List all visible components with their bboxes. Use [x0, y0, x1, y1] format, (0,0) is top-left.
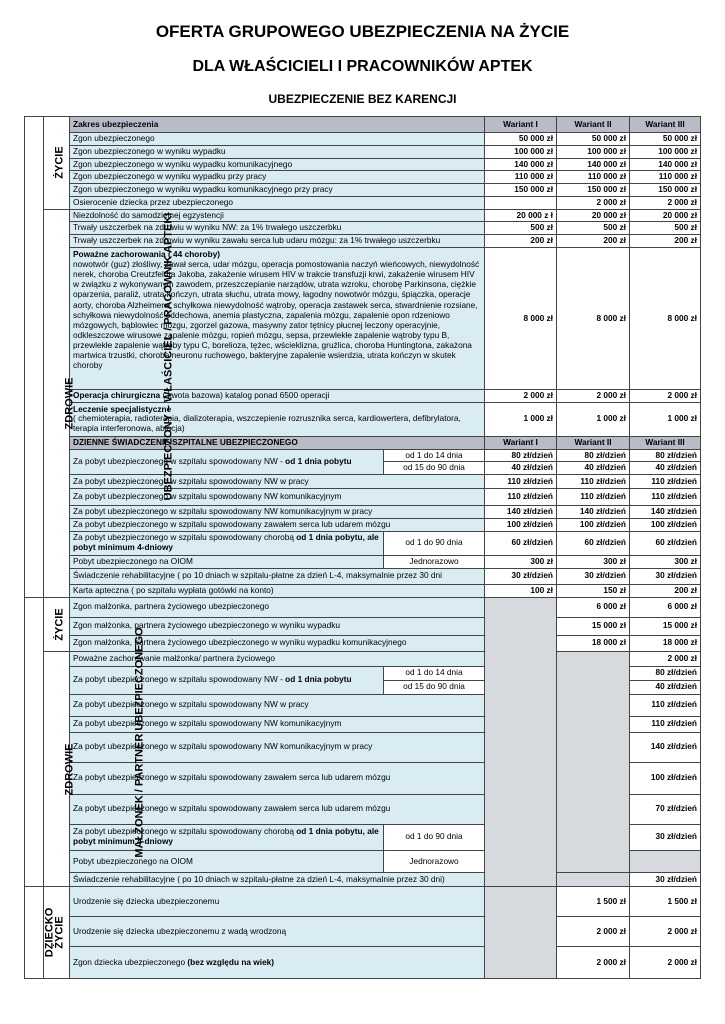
table-row: [25, 506, 701, 519]
table-cell-value: 110 000 zł: [630, 171, 701, 184]
table-row: [25, 555, 701, 568]
insurance-offer-table: [24, 116, 701, 979]
table-row: [25, 222, 701, 235]
table-cell-value: 140 zł/dzień: [485, 506, 557, 519]
table-row: [25, 518, 701, 531]
table-cell-value: 2 000 zł: [557, 947, 630, 979]
table-cell-value: 2 000 zł: [630, 917, 701, 947]
table-cell: Jednorazowo: [384, 555, 485, 568]
table-cell-value: 140 zł/dzień: [557, 506, 630, 519]
table-row: [25, 584, 701, 597]
table-cell-value: 100 zł/dzień: [485, 518, 557, 531]
table-cell: Za pobyt ubezpieczonego w szpitalu spowodowany zawałem serca lub udarem mózgu: [70, 794, 485, 824]
variant-1-not-applicable: [485, 597, 557, 887]
table-cell-value: Wariant I: [485, 436, 557, 449]
table-cell: Zgon ubezpieczonego w wyniku wypadku komunikacyjnego: [70, 158, 485, 171]
table-cell: Za pobyt ubezpieczonego w szpitalu spowodowany chorobą od 1 dnia pobytu, ale pobyt minimum 4-dniowy: [70, 824, 384, 850]
table-cell: Urodzenie się dziecka ubezpieczonemu z wadą wrodzoną: [70, 917, 485, 947]
table-cell-value: 100 zł/dzień: [557, 518, 630, 531]
table-cell-value: 60 zł/dzień: [630, 531, 701, 555]
table-cell: Za pobyt ubezpieczonego w szpitalu spowodowany NW - od 1 dnia pobytu: [70, 449, 384, 475]
table-row: [25, 597, 701, 617]
table-cell: Zgon małżonka, partnera życiowego ubezpieczonego w wyniku wypadku komunikacyjnego: [70, 635, 485, 651]
table-cell-value: 20 000 zł: [630, 209, 701, 222]
table-cell-value: 60 zł/dzień: [485, 531, 557, 555]
table-cell-value: 1 500 zł: [557, 887, 630, 917]
table-cell-value: 300 zł: [485, 555, 557, 568]
hospital-header-row: [25, 436, 701, 449]
table-cell-value: Wariant II: [557, 436, 630, 449]
table-cell: Zgon ubezpieczonego w wyniku wypadku: [70, 145, 485, 158]
table-cell-value: 50 000 zł: [557, 133, 630, 146]
table-row: [25, 917, 701, 947]
table-cell-value: 15 000 zł: [557, 617, 630, 635]
table-cell-value: 110 zł/dzień: [557, 475, 630, 489]
table-row: [25, 635, 701, 651]
table-row: [25, 475, 701, 489]
table-cell: od 15 do 90 dnia: [384, 680, 485, 694]
table-row: [25, 873, 701, 887]
table-cell-value: 300 zł: [630, 555, 701, 568]
table-cell-value: 100 zł: [485, 584, 557, 597]
table-cell-value: 40 zł/dzień: [630, 680, 701, 694]
table-row: [25, 617, 701, 635]
table-cell-value: 60 zł/dzień: [557, 531, 630, 555]
table-cell-value: 30 zł/dzień: [557, 568, 630, 584]
table-row: [25, 449, 701, 462]
table-cell-value: 80 zł/dzień: [630, 449, 701, 462]
table-cell-value: 2 000 zł: [630, 196, 701, 209]
table-row: [25, 145, 701, 158]
table-cell-value: 20 000 z ł: [485, 209, 557, 222]
variant-2-not-applicable: [557, 651, 630, 873]
table-cell: Za pobyt ubezpieczonego w szpitalu spowodowany chorobą od 1 dnia pobytu, ale pobyt minimum 4-dniowy: [70, 531, 384, 555]
table-cell-value: 15 000 zł: [630, 617, 701, 635]
table-cell: Zgon dziecka ubezpieczonego (bez względu na wiek): [70, 947, 485, 979]
header-variant-1: Wariant I: [485, 117, 557, 133]
table-cell-value: 2 000 zł: [630, 947, 701, 979]
table-cell-value: 30 zł/dzień: [630, 824, 701, 850]
table-cell-value: 500 zł: [485, 222, 557, 235]
document-title: OFERTA GRUPOWEGO UBEZPIECZENIA NA ŻYCIE: [155, 22, 570, 41]
table-cell-value: 2 000 zł: [557, 390, 630, 403]
table-cell: Leczenie specjalistyczne ( chemioterapia, radioterapia, dializoterapia, wszczepienie rozrusznika serca, kardiowertera, defibrylatora, terapia interferonowa, ablacja): [70, 402, 485, 436]
variant-1-child-not-applicable: [485, 887, 557, 979]
table-cell-value: 100 zł/dzień: [630, 518, 701, 531]
table-cell-value: 110 000 zł: [557, 171, 630, 184]
table-cell-value: 110 zł/dzień: [557, 489, 630, 506]
table-cell-value: 2 000 zł: [485, 390, 557, 403]
section-label-health: ZDROWIE: [44, 209, 70, 597]
table-row: [25, 390, 701, 403]
section-label-spouse-health: ZDROWIE: [44, 651, 70, 887]
table-cell-value: 6 000 zł: [630, 597, 701, 617]
table-cell-value: 110 zł/dzień: [485, 475, 557, 489]
table-cell-value: 70 zł/dzień: [630, 794, 701, 824]
table-cell-value: 110 zł/dzień: [485, 489, 557, 506]
table-cell-value: 110 000 zł: [485, 171, 557, 184]
table-cell-value: 140 zł/dzień: [630, 506, 701, 519]
table-cell: od 1 do 90 dnia: [384, 824, 485, 850]
group-label-insured: UBEZPIECZONY – WŁAŚCICIEL / PRACOWNIK APTEKI: [25, 117, 44, 598]
table-cell-value: 8 000 zł: [485, 248, 557, 390]
table-cell-value: 140 000 zł: [485, 158, 557, 171]
header-variant-3: Wariant III: [630, 117, 701, 133]
table-cell: Niezdolność do samodzielnej egzystencji: [70, 209, 485, 222]
table-row: [25, 887, 701, 917]
table-cell-value: 1 000 zł: [630, 402, 701, 436]
table-cell-value: 18 000 zł: [557, 635, 630, 651]
section-label-spouse-life: ŻYCIE: [44, 597, 70, 651]
table-cell-value: Wariant III: [630, 436, 701, 449]
table-cell: Pobyt ubezpieczonego na OIOM: [70, 850, 384, 873]
table-row: [25, 568, 701, 584]
table-cell: od 1 do 14 dnia: [384, 449, 485, 462]
table-cell-value: 110 zł/dzień: [630, 475, 701, 489]
table-cell-value: 200 zł: [485, 235, 557, 248]
table-cell-value: 140 000 zł: [630, 158, 701, 171]
table-cell-value: 150 000 zł: [630, 184, 701, 197]
table-cell: Pobyt ubezpieczonego na OIOM: [70, 555, 384, 568]
table-row: [25, 402, 701, 436]
table-cell-value: 1 000 zł: [485, 402, 557, 436]
table-cell-value: 8 000 zł: [630, 248, 701, 390]
table-cell-value: [485, 196, 557, 209]
table-cell-value: 2 000 zł: [557, 917, 630, 947]
table-cell-value: 100 000 zł: [485, 145, 557, 158]
table-row: [25, 489, 701, 506]
table-row: [25, 209, 701, 222]
table-cell-value: 150 000 zł: [557, 184, 630, 197]
table-cell-value: 150 000 zł: [485, 184, 557, 197]
table-cell-value: 140 zł/dzień: [630, 732, 701, 762]
table-cell: Osierocenie dziecka przez ubezpieczonego: [70, 196, 485, 209]
table-cell-value: 40 zł/dzień: [630, 462, 701, 475]
table-cell: Za pobyt ubezpieczonego w szpitalu spowodowany NW w pracy: [70, 694, 485, 716]
table-row: [25, 184, 701, 197]
table-cell: Karta apteczna ( po szpitalu wypłata gotówki na konto): [70, 584, 485, 597]
table-cell: Zgon małżonka, partnera życiowego ubezpieczonego w wyniku wypadku: [70, 617, 485, 635]
table-cell: Zgon ubezpieczonego: [70, 133, 485, 146]
table-cell-value: 110 zł/dzień: [630, 489, 701, 506]
table-cell-value: 200 zł: [630, 584, 701, 597]
table-row: [25, 531, 701, 555]
table-cell: od 15 do 90 dnia: [384, 462, 485, 475]
table-cell: od 1 do 14 dnia: [384, 666, 485, 680]
group-label-child: DZIECKO: [25, 887, 44, 979]
table-row: [25, 947, 701, 979]
table-cell-value: 6 000 zł: [557, 597, 630, 617]
table-cell-value: 500 zł: [630, 222, 701, 235]
table-cell-value: 80 zł/dzień: [485, 449, 557, 462]
table-cell: Za pobyt ubezpieczonego w szpitalu spowodowany NW w pracy: [70, 475, 485, 489]
document-subtitle: UBEZPIECZENIE BEZ KARENCJI: [268, 92, 457, 106]
table-cell: Za pobyt ubezpieczonego w szpitalu spowodowany NW komunikacyjnym: [70, 716, 485, 732]
table-cell-value: 200 zł: [630, 235, 701, 248]
table-cell: Jednorazowo: [384, 850, 485, 873]
table-cell-value: 80 zł/dzień: [630, 666, 701, 680]
table-cell: Zgon ubezpieczonego w wyniku wypadku przy pracy: [70, 171, 485, 184]
table-cell-value: 30 zł/dzień: [630, 873, 701, 887]
section-label-life: ŻYCIE: [44, 117, 70, 210]
table-cell-value: 1 500 zł: [630, 887, 701, 917]
header-scope: Zakres ubezpieczenia: [70, 117, 485, 133]
table-cell-value: 2 000 zł: [630, 651, 701, 666]
table-cell: Zgon małżonka, partnera życiowego ubezpieczonego: [70, 597, 485, 617]
table-cell: Za pobyt ubezpieczonego w szpitalu spowodowany NW - od 1 dnia pobytu: [70, 666, 384, 694]
section-label-child-life: ŻYCIE: [44, 887, 70, 979]
table-cell: Za pobyt ubezpieczonego w szpitalu spowodowany NW komunikacyjnym: [70, 489, 485, 506]
table-cell: Trwały uszczerbek na zdrowiu w wyniku zawału serca lub udaru mózgu: za 1% trwałego uszczerbku: [70, 235, 485, 248]
table-header-row: [25, 117, 701, 133]
table-cell: Za pobyt ubezpieczonego w szpitalu spowodowany zawałem serca lub udarem mózgu: [70, 518, 485, 531]
table-cell: Zgon ubezpieczonego w wyniku wypadku komunikacyjnego przy pracy: [70, 184, 485, 197]
table-cell-value: 30 zł/dzień: [630, 568, 701, 584]
table-cell-value: 2 000 zł: [630, 390, 701, 403]
table-cell-value: 300 zł: [557, 555, 630, 568]
table-row: [25, 196, 701, 209]
table-cell: DZIENNE ŚWIADCZENIE SZPITALNE UBEZPIECZONEGO: [70, 436, 485, 449]
table-cell: Trwały uszczerbek na zdrowiu w wyniku NW: za 1% trwałego uszczerbku: [70, 222, 485, 235]
table-row: [25, 171, 701, 184]
table-cell: Poważne zachorowanie małżonka/ partnera życiowego: [70, 651, 485, 666]
table-cell-value: 40 zł/dzień: [485, 462, 557, 475]
table-cell-value: 150 zł: [557, 584, 630, 597]
table-cell-value: 30 zł/dzień: [485, 568, 557, 584]
table-cell: Świadczenie rehabilitacyjne ( po 10 dniach w szpitalu-płatne za dzień L-4, maksymalnie przez 30 dni): [70, 873, 485, 887]
table-cell-value: 140 000 zł: [557, 158, 630, 171]
table-cell-value: 110 zł/dzień: [630, 716, 701, 732]
document-title-line2: DLA WŁAŚCICIELI I PRACOWNIKÓW APTEK: [192, 58, 533, 75]
table-cell-value: 1 000 zł: [557, 402, 630, 436]
table-cell: Za pobyt ubezpieczonego w szpitalu spowodowany NW komunikacyjnym w pracy: [70, 506, 485, 519]
table-cell: Świadczenie rehabilitacyjne ( po 10 dniach w szpitalu-płatne za dzień L-4, maksymalnie przez 30 dni: [70, 568, 485, 584]
table-cell-value: 100 000 zł: [557, 145, 630, 158]
table-row: [25, 248, 701, 390]
table-cell-value: 40 zł/dzień: [557, 462, 630, 475]
table-row: [25, 235, 701, 248]
table-cell: Za pobyt ubezpieczonego w szpitalu spowodowany NW komunikacyjnym w pracy: [70, 732, 485, 762]
table-row: [25, 158, 701, 171]
table-cell-value: 200 zł: [557, 235, 630, 248]
table-row: [25, 133, 701, 146]
table-cell-value: 18 000 zł: [630, 635, 701, 651]
table-cell: Urodzenie się dziecka ubezpieczonemu: [70, 887, 485, 917]
table-cell-value: 100 zł/dzień: [630, 762, 701, 794]
table-cell: Poważne zachorowania ( 44 choroby) nowotwór (guz) złośliwy, zawał serca, udar mózgu, operacja pomostowania naczyń wieńcowych, niewydolność nerek, choroba Creutzfeldta Jakoba, zakażenie wirusem HIV w trakcie transfuzji krwi, zakażenie wirusem HIV w związku z wykonywanym zawodem, przeszczepianie narządów, utrata wzroku, chorobę Parkinsona, ciężkie oparzenia, paraliż, utrata kończyn, utrata słuchu, utrata mowy, łagodny nowotwór mózgu, śpiączka, operacje aorty, choroba Alzheimera, schyłkowa niewydolność wątroby, operacja zastawek serca, stwardnienie rozsiane, schyłkowa niewydolność oddechowa, anemia plastyczna, zapalenia mózgu, zapalenie opon rdzeniowo mózgowych, bąblowiec mózgu, zgorzel gazowa, masywny zator tętnicy płucnej leczony operacyjnie, odkleszczowe wirusowe zapalenie mózgu, ropień mózgu, sepsa, przewlekłe zapalenie wątroby typu B, przewlekłe zapalenie wątroby typu C, borelioza, tężec, wścieklizna, gruźlica, choroba Huntingtona, zakażona martwica trzustki, choroba neuronu ruchowego, bakteryjne zapalenie wsierdzia, utrata kończyn w skutek choroby: [70, 248, 485, 390]
group-label-spouse: MAŁŻONEK / PARTNER UBEZPIECZONEGO: [25, 597, 44, 887]
table-cell-value: 20 000 zł: [557, 209, 630, 222]
table-cell: [630, 850, 701, 873]
table-row: [25, 651, 701, 666]
table-cell-value: 110 zł/dzień: [630, 694, 701, 716]
table-cell-value: 100 000 zł: [630, 145, 701, 158]
table-cell-value: 50 000 zł: [630, 133, 701, 146]
header-variant-2: Wariant II: [557, 117, 630, 133]
table-cell: od 1 do 90 dnia: [384, 531, 485, 555]
table-cell: Operacja chirurgiczna ( kwota bazowa) katalog ponad 6500 operacji: [70, 390, 485, 403]
table-cell: Za pobyt ubezpieczonego w szpitalu spowodowany zawałem serca lub udarem mózgu: [70, 762, 485, 794]
table-cell-value: 80 zł/dzień: [557, 449, 630, 462]
table-cell-value: 50 000 zł: [485, 133, 557, 146]
table-cell-value: 500 zł: [557, 222, 630, 235]
table-cell: [557, 873, 630, 887]
table-cell-value: 8 000 zł: [557, 248, 630, 390]
table-cell-value: 2 000 zł: [557, 196, 630, 209]
